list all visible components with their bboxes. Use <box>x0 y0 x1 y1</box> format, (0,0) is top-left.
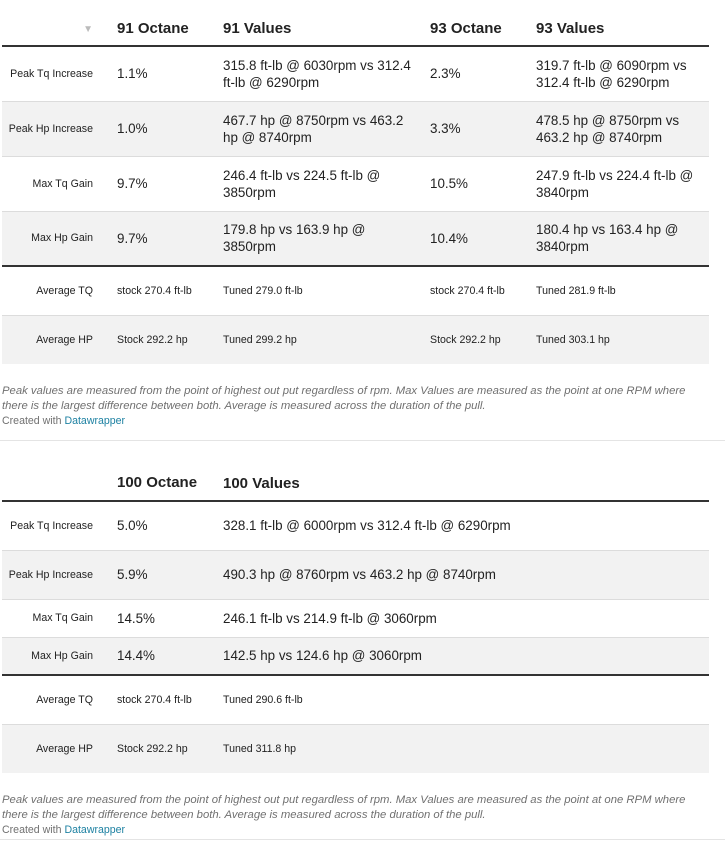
cell: 315.8 ft-lb @ 6030rpm vs 312.4 ft-lb @ 6290rpm <box>217 46 424 101</box>
cell: 14.5% <box>111 599 217 637</box>
cell: 5.0% <box>111 501 217 550</box>
table-row <box>2 724 709 773</box>
table1-header-93-values[interactable]: 93 Values <box>530 8 709 46</box>
table1-header-93-octane[interactable]: 93 Octane <box>424 8 530 46</box>
cell: Tuned 311.8 hp <box>217 724 709 773</box>
cell: stock 270.4 ft-lb <box>111 266 217 315</box>
credit-prefix: Created with <box>2 824 62 836</box>
cell: Stock 292.2 hp <box>424 315 530 364</box>
table2-section <box>0 454 725 773</box>
cell: Tuned 299.2 hp <box>217 315 424 364</box>
table-row <box>2 550 709 599</box>
cell: Tuned 281.9 ft-lb <box>530 266 709 315</box>
table-row <box>2 266 709 315</box>
table1-footnote: Peak values are measured from the point of highest out put regardless of rpm. Max Values are measured as the point at one RPM where there is the largest difference between both. Average is measured across the duration of the pull. <box>2 385 686 412</box>
cell: 3.3% <box>424 101 530 156</box>
table-row <box>2 315 709 364</box>
table2-empty-header <box>2 454 111 501</box>
table-row <box>2 156 709 211</box>
row-label: Peak Tq Increase <box>2 46 111 101</box>
cell: Stock 292.2 hp <box>111 724 217 773</box>
table2-footnote: Peak values are measured from the point of highest out put regardless of rpm. Max Values are measured as the point at one RPM where there is the largest difference between both. Average is measured across the duration of the pull. <box>2 794 686 821</box>
cell: 247.9 ft-lb vs 224.4 ft-lb @ 3840rpm <box>530 156 709 211</box>
table-row <box>2 637 709 675</box>
table1-header-91-values[interactable]: 91 Values <box>217 8 424 46</box>
row-label: Peak Tq Increase <box>2 501 111 550</box>
cell: 5.9% <box>111 550 217 599</box>
cell: 9.7% <box>111 211 217 266</box>
table-row <box>2 101 709 156</box>
cell: 1.1% <box>111 46 217 101</box>
cell: 14.4% <box>111 637 217 675</box>
cell: stock 270.4 ft-lb <box>111 675 217 724</box>
row-label: Max Tq Gain <box>2 599 111 637</box>
table1-credit <box>0 413 725 427</box>
cell: 246.4 ft-lb vs 224.5 ft-lb @ 3850rpm <box>217 156 424 211</box>
cell: 319.7 ft-lb @ 6090rpm vs 312.4 ft-lb @ 6290rpm <box>530 46 709 101</box>
row-label: Max Hp Gain <box>2 637 111 675</box>
cell: 490.3 hp @ 8760rpm vs 463.2 hp @ 8740rpm <box>217 550 709 599</box>
cell: 467.7 hp @ 8750rpm vs 463.2 hp @ 8740rpm <box>217 101 424 156</box>
cell: 179.8 hp vs 163.9 hp @ 3850rpm <box>217 211 424 266</box>
datawrapper-link[interactable]: Datawrapper <box>64 824 126 836</box>
section-divider <box>0 440 725 441</box>
row-label: Average HP <box>2 724 111 773</box>
cell: 328.1 ft-lb @ 6000rpm vs 312.4 ft-lb @ 6290rpm <box>217 501 709 550</box>
table1-section <box>0 8 725 364</box>
table1 <box>2 8 709 364</box>
cell: 9.7% <box>111 156 217 211</box>
cell: 10.5% <box>424 156 530 211</box>
sort-icon[interactable]: ▼ <box>83 24 93 35</box>
bottom-divider <box>0 839 725 840</box>
table2 <box>2 454 709 773</box>
table-row <box>2 211 709 266</box>
row-label: Peak Hp Increase <box>2 550 111 599</box>
table2-footer <box>0 793 725 836</box>
cell: 1.0% <box>111 101 217 156</box>
table-row <box>2 599 709 637</box>
cell: 246.1 ft-lb vs 214.9 ft-lb @ 3060rpm <box>217 599 709 637</box>
datawrapper-link[interactable]: Datawrapper <box>64 415 126 427</box>
table1-header-91-octane[interactable]: 91 Octane <box>111 8 217 46</box>
cell: 478.5 hp @ 8750rpm vs 463.2 hp @ 8740rpm <box>530 101 709 156</box>
row-label: Max Tq Gain <box>2 156 111 211</box>
row-label: Average TQ <box>2 675 111 724</box>
row-label: Peak Hp Increase <box>2 101 111 156</box>
row-label: Average TQ <box>2 266 111 315</box>
table2-header-100-values[interactable]: 100 Values <box>217 454 709 501</box>
table2-header-100-octane[interactable]: 100 Octane <box>111 454 217 501</box>
table-row <box>2 675 709 724</box>
cell: 180.4 hp vs 163.4 hp @ 3840rpm <box>530 211 709 266</box>
cell: Stock 292.2 hp <box>111 315 217 364</box>
table-row <box>2 501 709 550</box>
row-label: Max Hp Gain <box>2 211 111 266</box>
cell: 2.3% <box>424 46 530 101</box>
cell: 10.4% <box>424 211 530 266</box>
cell: Tuned 303.1 hp <box>530 315 709 364</box>
table1-header-row <box>2 8 709 46</box>
cell: 142.5 hp vs 124.6 hp @ 3060rpm <box>217 637 709 675</box>
table-row <box>2 46 709 101</box>
table1-sort-header[interactable] <box>2 8 111 46</box>
cell: stock 270.4 ft-lb <box>424 266 530 315</box>
row-label: Average HP <box>2 315 111 364</box>
table2-header-row <box>2 454 709 501</box>
cell: Tuned 279.0 ft-lb <box>217 266 424 315</box>
credit-prefix: Created with <box>2 415 62 427</box>
cell: Tuned 290.6 ft-lb <box>217 675 709 724</box>
table1-footer <box>0 384 725 427</box>
table2-credit <box>0 822 725 836</box>
